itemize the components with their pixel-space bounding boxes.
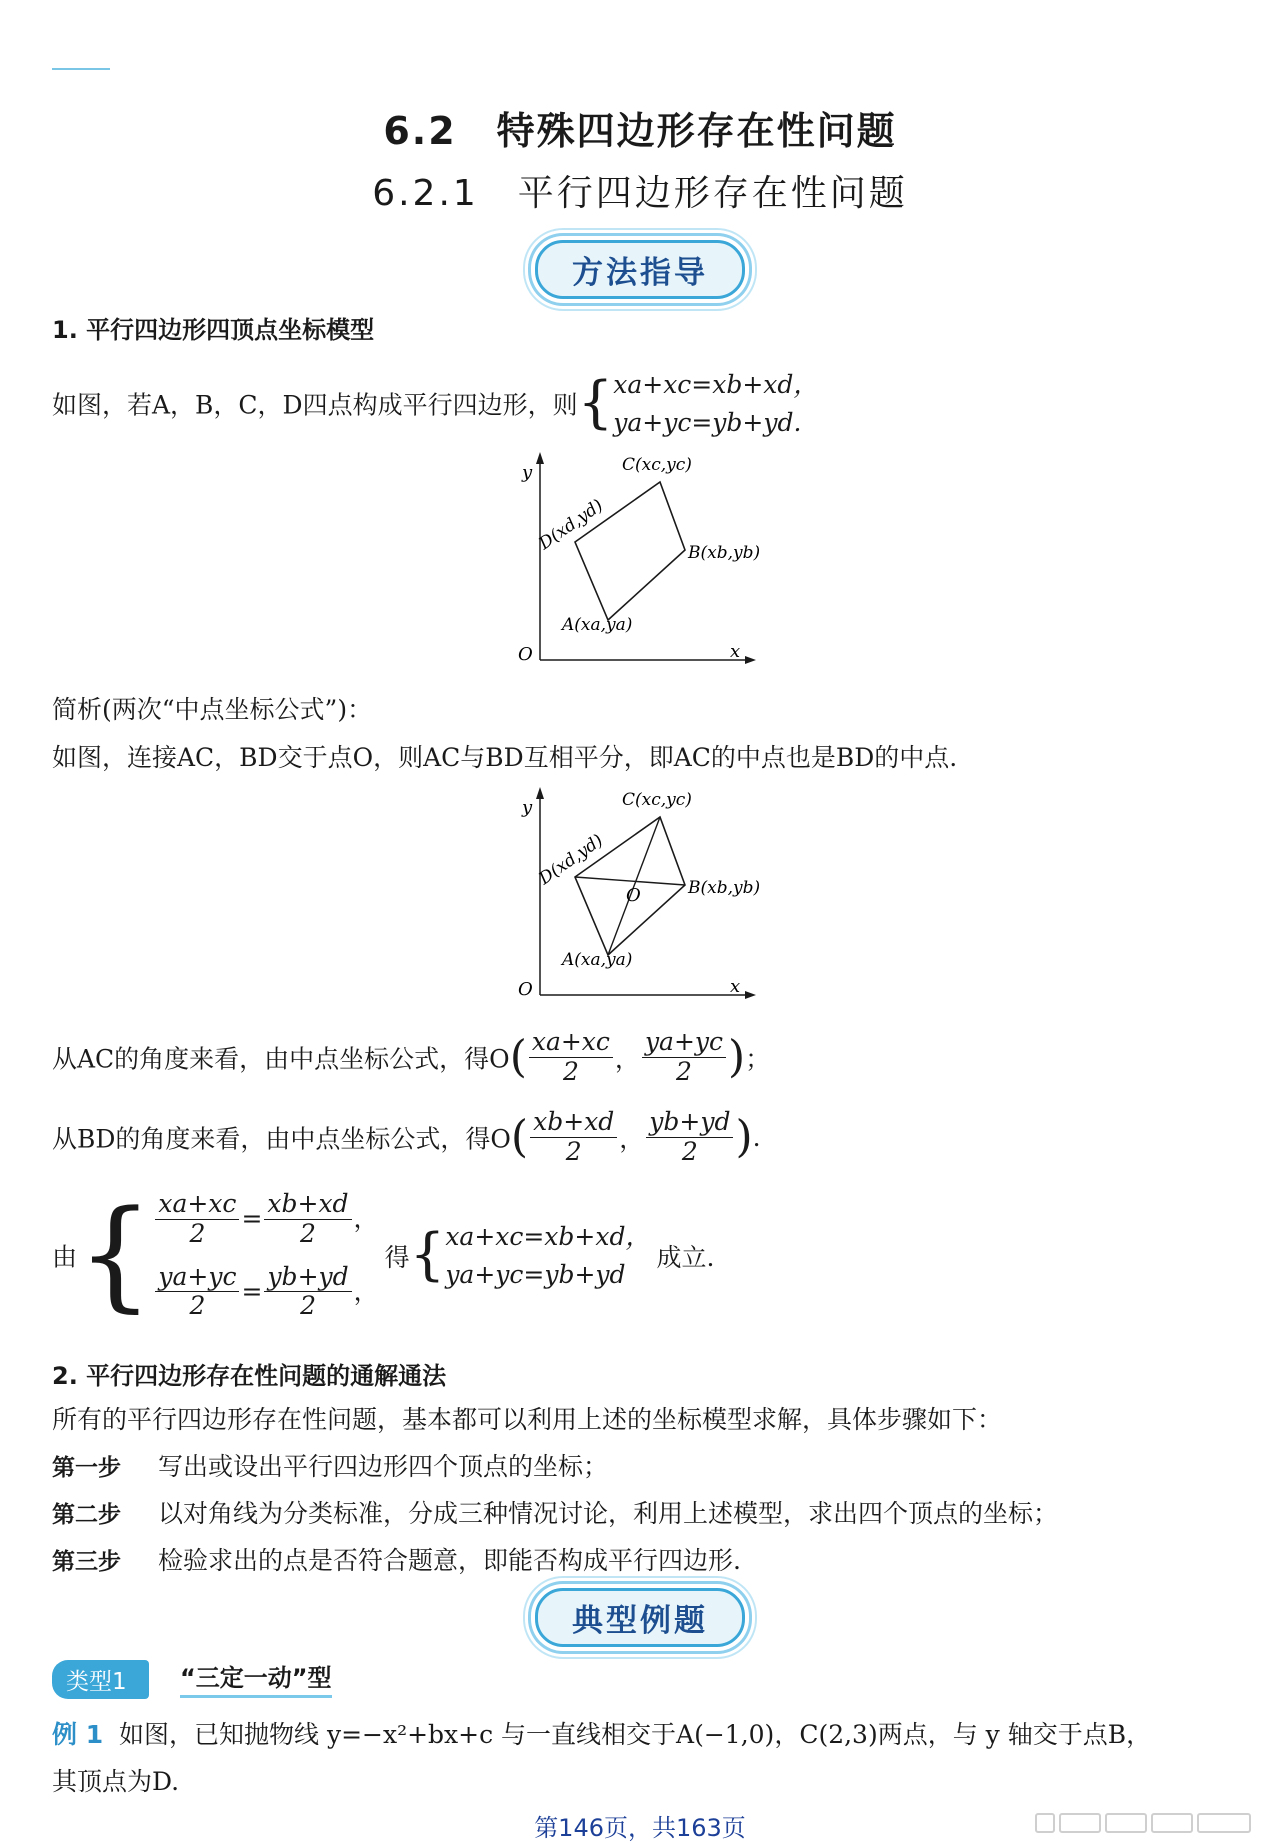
figure-2-label-A: A(xa,ya) (562, 950, 633, 970)
page-title: 6.2 特殊四边形存在性问题 (383, 109, 897, 153)
figure-1-origin: O (518, 644, 533, 665)
figure-2-parallelogram (500, 785, 780, 1005)
figure-1-y-label: y (522, 462, 533, 483)
derivation-from: 由 (52, 1242, 78, 1272)
midpoint-ac-line: 从AC的角度来看，由中点坐标公式，得O( $\frac{xa+xc}{2}$ ， $\frac{ya+yc}{2}$ )； (52, 1027, 771, 1086)
method-badge: 方法指导 (535, 240, 745, 299)
figure-2-x-label: x (730, 976, 741, 997)
figure-2-label-C: C(xc,yc) (622, 790, 692, 810)
midpoint-bd-line: 从BD的角度来看，由中点坐标公式，得O( $\frac{xb+xd}{2}$ ， $\frac{yb+yd}{2}$ ). (52, 1107, 761, 1166)
example-badge-wrap (0, 1588, 1280, 1647)
section1-heading: 1. 平行四边形四顶点坐标模型 (52, 316, 375, 344)
example-1-text: 如图，已知抛物线 y=−x²+bx+c 与一直线相交于A(−1,0)，C(2,3)两点，与 y 轴交于点B， (119, 1720, 1152, 1749)
section2-heading: 2. 平行四边形存在性问题的通解通法 (52, 1362, 447, 1390)
figure-2-label-B: B(xb,yb) (688, 878, 761, 898)
midpoint-bd-prefix: 从BD的角度来看，由中点坐标公式，得O (52, 1124, 511, 1154)
step-3-text: 检验求出的点是否符合题意，即能否构成平行四边形. (158, 1546, 741, 1575)
derivation-holds: 成立. (656, 1242, 715, 1272)
analysis-heading: 简析(两次“中点坐标公式”)： (52, 695, 373, 724)
figure-1-label-C: C(xc,yc) (622, 455, 692, 475)
example-1-line1 (52, 1715, 1151, 1751)
figure-1-label-D: D(xd,yd) (535, 495, 607, 555)
page-subtitle: 6.2.1 平行四边形存在性问题 (372, 173, 908, 214)
system-1 (613, 366, 818, 441)
brace-left: { (577, 370, 614, 436)
analysis-text: 如图，连接AC，BD交于点O，则AC与BD互相平分，即AC的中点也是BD的中点. (52, 743, 958, 772)
figure-2-label-D: D(xd,yd) (535, 830, 607, 890)
figure-2-origin: O (518, 979, 533, 1000)
example-1-label: 例 1 (52, 1720, 104, 1749)
figure-1-label-A: A(xa,ya) (562, 615, 633, 635)
section1-intro: 如图，若A，B，C，D四点构成平行四边形，则 (52, 390, 578, 420)
step-1-label: 第一步 (52, 1455, 121, 1481)
figure-1-parallelogram (500, 450, 780, 670)
derivation-system-right: xa+xc=xb+xd， ya+yc=yb+yd (445, 1222, 651, 1289)
section2-intro: 所有的平行四边形存在性问题，基本都可以利用上述的坐标模型求解，具体步骤如下： (52, 1405, 1003, 1434)
example-1-line2: 其顶点为D. (52, 1767, 180, 1796)
midpoint-bd-frac-y: $\frac{yb+yd}{2}$ (646, 1108, 733, 1167)
scroll-indicator[interactable] (1034, 1812, 1254, 1834)
method-badge-wrap (0, 240, 1280, 299)
type-1-title: “三定一动”型 (180, 1658, 332, 1698)
system-1-eq1: xa+xc=xb+xd， (613, 370, 819, 399)
figure-2-diagonal-BD (575, 877, 685, 885)
derivation-system-left: $\frac{xa+xc}{2}$ = $\frac{xb+xd}{2}$ ， $\frac{ya+yc}{2}$ = $\frac{yb+yd}{2}$ ， (153, 1190, 378, 1321)
step-1-text: 写出或设出平行四边形四个顶点的坐标； (158, 1452, 609, 1481)
derivation-get: 得 (384, 1242, 410, 1272)
figure-2-y-label: y (522, 797, 533, 818)
midpoint-ac-frac-y: $\frac{ya+yc}{2}$ (642, 1028, 726, 1087)
figure-1-x-label: x (730, 641, 741, 662)
midpoint-bd-frac-x: $\frac{xb+xd}{2}$ (530, 1108, 617, 1167)
figure-2-center: O (626, 885, 641, 906)
derivation-block: 由{ $\frac{xa+xc}{2}$ = $\frac{xb+xd}{2}$ ， $\frac{ya+yc}{2}$ = $\frac{yb+yd}{2}$ ， 得{ xa+xc=xb+xd， ya+yc=yb+yd 成立. (52, 1185, 715, 1325)
figure-1-label-B: B(xb,yb) (688, 543, 761, 563)
system-1-eq2: ya+yc=yb+yd. (613, 407, 802, 437)
section1-intro-block (52, 366, 818, 441)
step-1 (52, 1447, 608, 1483)
page-number-footer: 第146页，共163页 (534, 1814, 746, 1842)
example-badge: 典型例题 (535, 1588, 745, 1647)
step-2-text: 以对角线为分类标准，分成三种情况讨论，利用上述模型，求出四个顶点的坐标； (158, 1499, 1059, 1528)
step-3 (52, 1541, 741, 1577)
type-1-tag: 类型1 (52, 1660, 149, 1699)
midpoint-ac-prefix: 从AC的角度来看，由中点坐标公式，得O (52, 1044, 510, 1074)
step-3-label: 第三步 (52, 1549, 121, 1575)
step-2 (52, 1494, 1058, 1530)
step-2-label: 第二步 (52, 1502, 121, 1528)
midpoint-ac-frac-x: $\frac{xa+xc}{2}$ (529, 1028, 613, 1087)
top-accent-rule (52, 68, 110, 70)
